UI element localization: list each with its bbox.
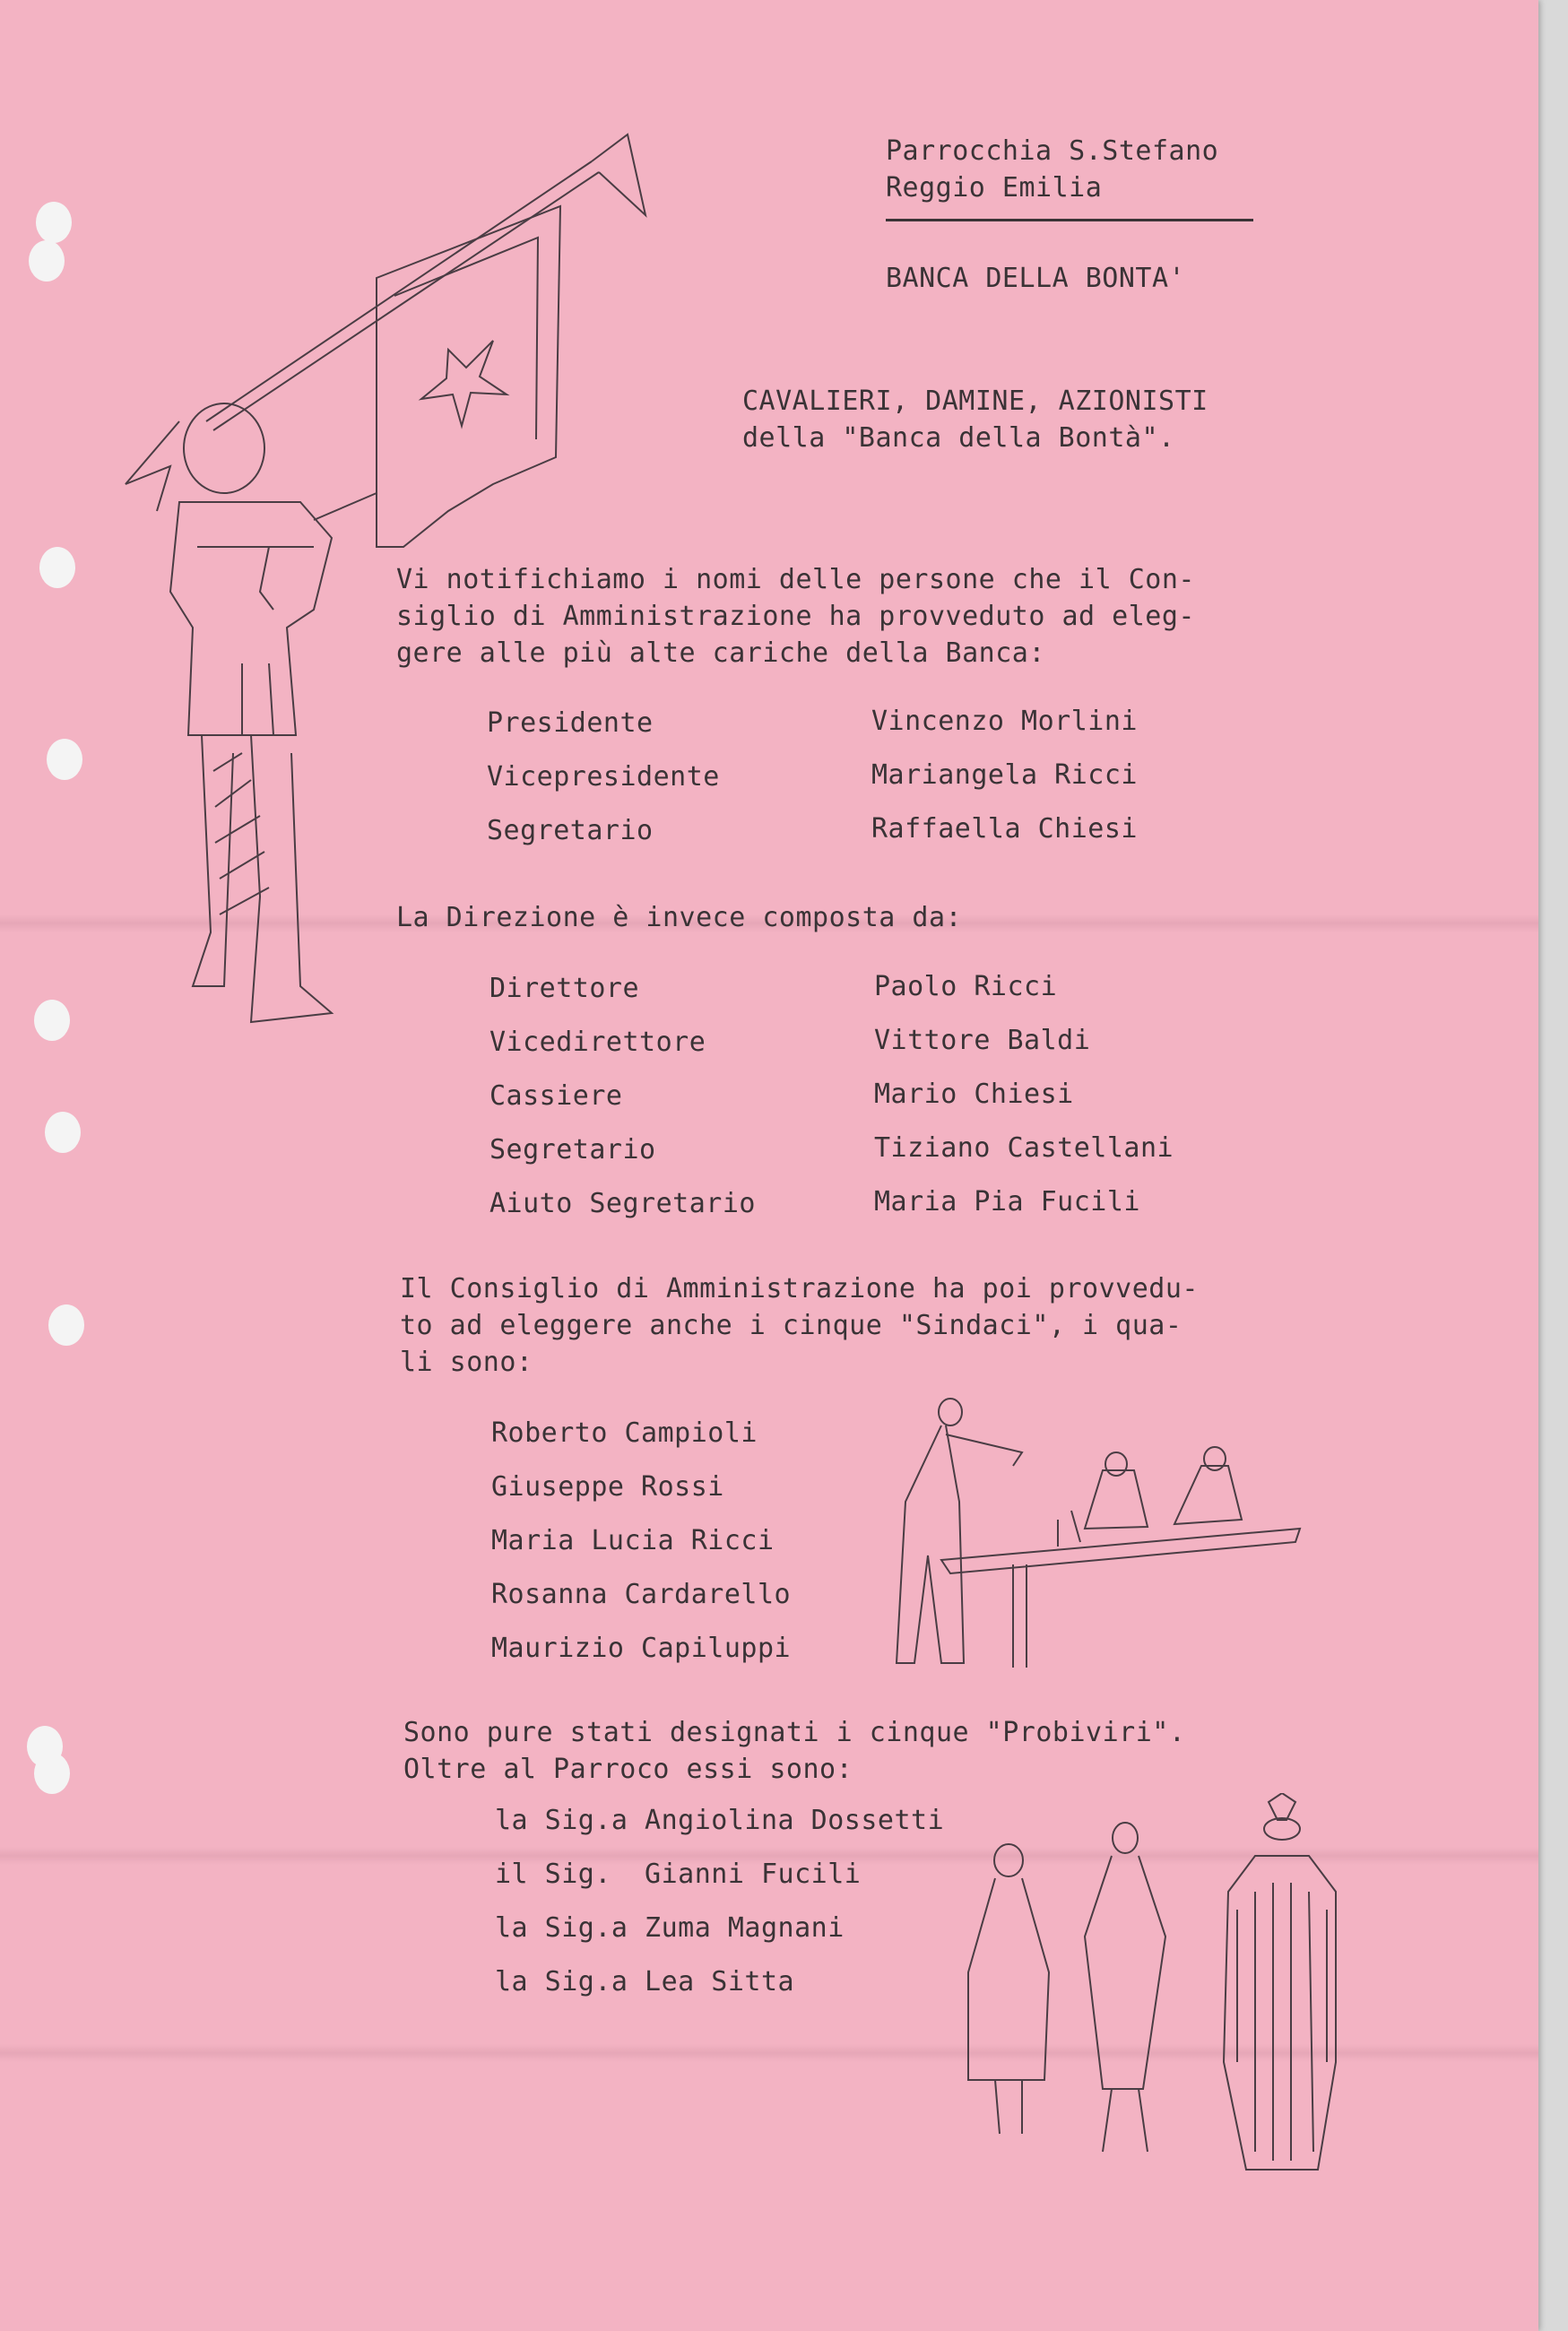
document-title: BANCA DELLA BONTA' xyxy=(886,263,1186,294)
meeting-table-illustration xyxy=(879,1394,1309,1672)
direction-role: Segretario xyxy=(489,1134,656,1166)
probiviri-intro-line: Sono pure stati designati i cinque "Probiviri". xyxy=(403,1717,1186,1748)
intro-line: gere alle più alte cariche della Banca: xyxy=(396,637,1045,669)
intro-line: siglio di Amministrazione ha provveduto ad eleg- xyxy=(396,601,1195,632)
punch-hole xyxy=(45,1112,81,1153)
probiviro-name: il Sig. Gianni Fucili xyxy=(495,1859,862,1890)
probiviro-name: la Sig.a Lea Sitta xyxy=(495,1966,795,1997)
officer-name: Raffaella Chiesi xyxy=(871,813,1138,845)
direction-name: Maria Pia Fucili xyxy=(874,1186,1140,1217)
punch-hole xyxy=(36,202,72,243)
direction-role: Direttore xyxy=(489,973,640,1004)
punch-hole xyxy=(34,1000,70,1041)
intro-line: Vi notifichiamo i nomi delle persone che il Con- xyxy=(396,564,1195,595)
officer-role: Vicepresidente xyxy=(487,761,720,793)
sindaci-intro-line: Il Consiglio di Amministrazione ha poi provvedu- xyxy=(400,1273,1199,1304)
sindaci-intro-line: li sono: xyxy=(400,1347,533,1378)
punch-hole xyxy=(47,739,82,780)
punch-hole xyxy=(34,1753,70,1794)
salutation-line-2: della "Banca della Bontà". xyxy=(742,422,1175,454)
three-figures-illustration xyxy=(959,1793,1381,2205)
officer-name: Mariangela Ricci xyxy=(871,759,1138,791)
direction-role: Cassiere xyxy=(489,1080,623,1112)
direction-name: Tiziano Castellani xyxy=(874,1132,1174,1164)
sindaco-name: Rosanna Cardarello xyxy=(491,1579,792,1610)
direction-name: Mario Chiesi xyxy=(874,1079,1074,1110)
direction-name: Paolo Ricci xyxy=(874,971,1058,1002)
sindaco-name: Maurizio Capiluppi xyxy=(491,1633,792,1664)
probiviro-name: la Sig.a Angiolina Dossetti xyxy=(495,1805,945,1836)
probiviri-intro-line: Oltre al Parroco essi sono: xyxy=(403,1754,853,1785)
header-rule xyxy=(886,219,1253,221)
sindaco-name: Roberto Campioli xyxy=(491,1417,758,1449)
punch-hole xyxy=(39,547,75,588)
trumpeter-illustration xyxy=(108,126,663,1058)
direction-name: Vittore Baldi xyxy=(874,1025,1091,1056)
punch-hole xyxy=(29,240,65,282)
probiviro-name: la Sig.a Zuma Magnani xyxy=(495,1912,845,1944)
officer-name: Vincenzo Morlini xyxy=(871,706,1138,737)
officer-role: Segretario xyxy=(487,815,654,846)
direction-intro: La Direzione è invece composta da: xyxy=(396,902,963,933)
sindaco-name: Maria Lucia Ricci xyxy=(491,1525,775,1556)
salutation-line-1: CAVALIERI, DAMINE, AZIONISTI xyxy=(742,386,1208,417)
parish-name: Parrocchia S.Stefano xyxy=(886,135,1219,167)
sindaci-intro-line: to ad eleggere anche i cinque "Sindaci", i qua- xyxy=(400,1310,1182,1341)
direction-role: Vicedirettore xyxy=(489,1027,706,1058)
punch-hole xyxy=(48,1304,84,1346)
city-name: Reggio Emilia xyxy=(886,172,1103,204)
sindaco-name: Giuseppe Rossi xyxy=(491,1471,724,1503)
direction-role: Aiuto Segretario xyxy=(489,1188,756,1219)
officer-role: Presidente xyxy=(487,707,654,739)
